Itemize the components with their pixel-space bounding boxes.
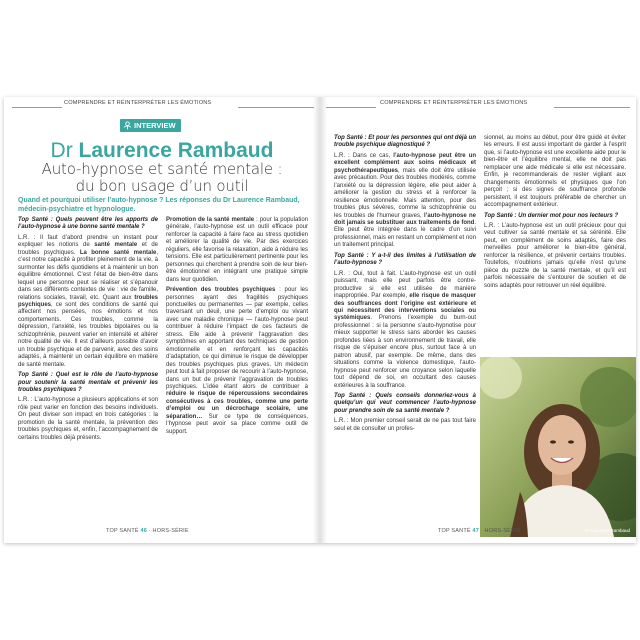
portrait-photo — [480, 357, 636, 537]
right-page — [320, 97, 636, 543]
subtitle-line-1: Auto-hypnose et santé mentale : — [41, 160, 283, 178]
page-folio: TOP SANTÉ 47 · HORS-SÉRIE — [438, 528, 521, 534]
answer: L.R. : Dans ce cas, l’auto-hypnose peut être un excellent complément aux soins médicaux et psychothérapeutiques, mais elle doit être utilisée avec précaution. Pour des troubles modérés, comme l’anxiété ou la dépression légère, elle peut aider à améliorer la gestion du stress et à renforcer la résilience émotionnelle. Mais attention, pour des troubles plus sévères, comme la schizophrénie ou les troubles de l’humeur graves, l’auto-hypnose ne doit jamais se substituer aux traitements de fond. Elle peut être intégrée dans le cadre d’un suivi professionnel, mais en restant un complément et non un traitement principal. — [334, 152, 477, 249]
photo-caption: Dr Laurence Rambaud — [584, 528, 630, 533]
question: Top Santé : Un dernier mot pour nos lecteurs ? — [484, 212, 619, 219]
title-name: Laurence Rambaud — [78, 139, 274, 162]
badge-label: INTERVIEW — [134, 121, 176, 130]
left-column-2 — [166, 217, 308, 439]
answer-continued: sionnel, au moins au début, pour être guidé et éviter les erreurs. Il est aussi important de garder à l’esprit que, si l’auto-hypnose est une excellente aide pour le bien-être et l’équilibre mental, elle ne doit pas remplacer une aide médicale si elle est nécessaire. Enfin, je recommanderais de rester vigilant aux changements émotionnels et physiques que l’on perçoit ; si des signes de souffrance profonde persistent, il est toujours préférable de chercher un accompagnement extérieur. — [484, 135, 626, 209]
right-column-1 — [334, 135, 476, 436]
question: Top Santé : Et pour les personnes qui ont déjà un trouble psychique diagnostiqué ? — [334, 135, 476, 149]
page-folio: TOP SANTÉ 46 · HORS-SÉRIE — [106, 528, 189, 534]
flower-icon — [123, 121, 132, 130]
magazine-spread — [4, 97, 636, 543]
rubric-rule — [326, 107, 376, 108]
question: Top Santé : Quel est le rôle de l’auto-hypnose pour soutenir la santé mentale et prévenir les troubles psychiques ? — [18, 372, 158, 393]
left-page — [4, 97, 320, 543]
interview-badge — [120, 119, 181, 132]
standfirst: Quand et pourquoi utiliser l’auto-hypnose ? Les réponses du Dr Laurence Rambaud, médecin-psychiatre et hypnologue. — [18, 197, 300, 213]
paragraph: Prévention des troubles psychiques : pour les personnes ayant des fragilités psychiques ponctuelles ou permanentes — par exemple, celles traversant un deuil, une perte d’emploi ou vivant avec une maladie chronique — l’auto-hypnose peut contribuer à réduire l’impact de ces facteurs de stress. Elle aide à prévenir l’aggravation des symptômes en apportant des techniques de gestion émotionnelle et en renforçant les capacités d’adaptation, ce qui diminue le risque de développer des troubles psychiques plus graves. Un médecin peut tout à fait proposer de recourir à l’auto-hypnose, dans un but de prévenir l’aggravation de troubles psychiques. L’idée étant alors de contribuer à réduire le risque de répercussions secondaires consécutives à ces troubles, comme une perte d’emploi ou un décrochage scolaire, une séparation… Sur ce type de conséquences, l’hypnose peut avoir sa place comme outil de support. — [166, 287, 308, 435]
question: Top Santé : Quels peuvent être les apports de l’auto-hypnose à une bonne santé mentale ? — [18, 217, 158, 231]
answer: L.R. : Il faut d’abord prendre un instant pour expliquer les notions de santé mentale et de troubles psychiques. La bonne santé mentale, c’est notre capacité à profiter pleinement de la vie, à surmonter les défis quotidiens et à maintenir un bon équilibre émotionnel. C’est l’état de bien-être dans lequel une personne peut se réaliser et s’épanouir dans ses différents contextes de vie : vie de famille, relations sociales, travail, etc. Quant aux troubles psychiques, ce sont des conditions de santé qui affectent nos pensées, nos émotions et nos comportements. Ces troubles, comme la dépression, l’anxiété, les troubles bipolaires ou la schizophrénie, peuvent varier en intensité et altérer notre qualité de vie. Il est d’ailleurs possible d’avoir un trouble psychique et de parvenir, avec des soins adaptés, à maintenir un certain équilibre en matière de santé mentale. — [18, 234, 158, 368]
right-column-2 — [484, 135, 626, 293]
subtitle-line-2: du bon usage d’un outil — [75, 177, 249, 195]
portrait-image — [480, 357, 636, 537]
question: Top Santé : Quels conseils donneriez-vous à quelqu’un qui veut commencer l’auto-hypnose pour prendre soin de sa santé mentale ? — [334, 392, 476, 414]
answer: L.R. : Oui, tout à fait. L’auto-hypnose est un outil puissant, mais elle peut parfois être contre-productive si elle est utilisée de manière inappropriée. Par exemple, elle risque de masquer des souffrances dont l’origine est extérieure et qui nécessitent des interventions sociales ou systémiques. Prenons l’exemple du burn-out professionnel : si la personne s’auto-hypnotise pour mieux supporter le stress sans aborder les causes profondes liées à son environnement de travail, elle risque de s’épuiser encore plus, surtout face à un patron abusif, par exemple. De même, dans des situations comme la violence domestique, l’auto-hypnose peut renforcer une croyance selon laquelle tout dépend de soi, en occultant des causes extérieures à la souffrance. — [334, 270, 476, 389]
article-subtitle — [4, 161, 320, 195]
answer: L.R. : Mon premier conseil serait de ne pas tout faire seul et de consulter un profes- — [334, 418, 476, 432]
rubric-rule — [554, 107, 630, 108]
paragraph: Promotion de la santé mentale : pour la population générale, l’auto-hypnose est un outil efficace pour renforcer la capacité à faire face au stress quotidien et améliorer la qualité de vie. Par des exercices réguliers, elle favorise la relaxation, aide à réduire les tensions. Elle est particulièrement pertinente pour les personnes qui cherchent à prendre soin de leur bien-être émotionnel en intégrant une pratique simple dans leur quotidien. — [166, 217, 308, 283]
answer: L.R. : L’auto-hypnose a plusieurs applications et son rôle peut varier en fonction des besoins individuels. On peut diviser son impact en trois catégories : la promotion de la santé mentale, la prévention des troubles psychiques et, enfin, l’accompagnement de certains troubles déjà présents. — [18, 397, 158, 441]
section-rubric: COMPRENDRE ET RÉINTERPRÉTER LES ÉMOTIONS — [380, 100, 528, 106]
title-prefix: Dr — [50, 139, 79, 162]
left-column-1 — [18, 217, 158, 445]
answer: L.R. : L’auto-hypnose est un outil précieux pour qui veut cultiver sa santé mentale et sa sérénité. Elle peut, en complément de soins adaptés, faire des merveilles pour améliorer le bien-être général, renforcer la résilience, et prévenir certains troubles. Toutefois, n’oublions jamais qu’elle n’est qu’une pièce du puzzle de la santé mentale, et qu’il est parfois nécessaire de s’entourer de soutien et de soins adaptés pour retrouver un réel équilibre. — [484, 222, 626, 289]
rubric-rule — [12, 107, 62, 108]
spread-gutter — [313, 97, 327, 543]
rubric-rule — [238, 107, 314, 108]
section-rubric: COMPRENDRE ET RÉINTERPRÉTER LES ÉMOTIONS — [64, 100, 212, 106]
question: Top Santé : Y a-t-il des limites à l’utilisation de l’auto-hypnose ? — [334, 252, 476, 267]
